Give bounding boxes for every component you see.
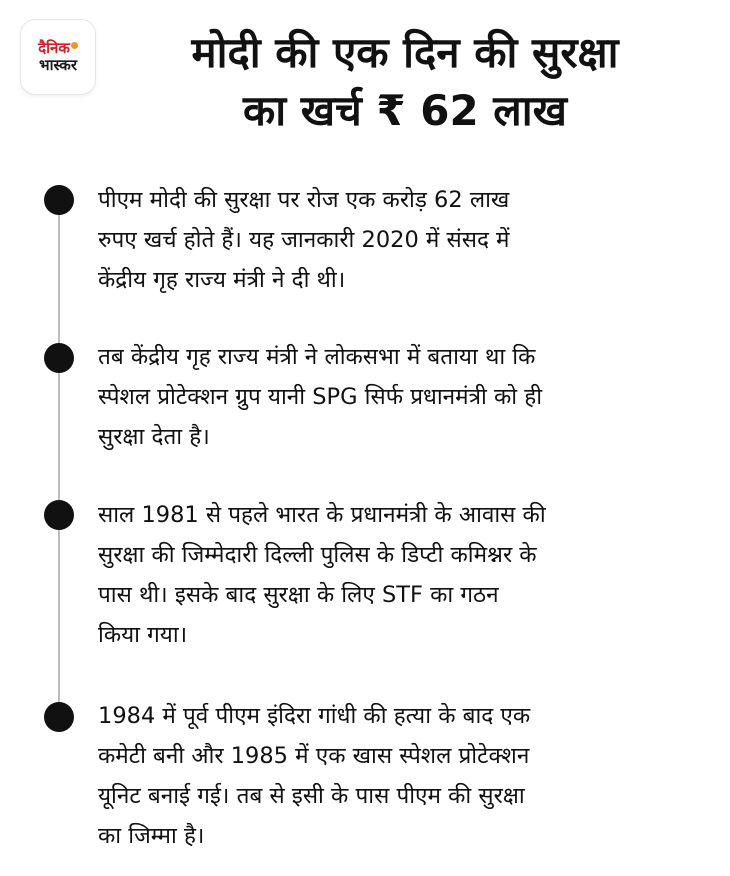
timeline-line (58, 200, 60, 720)
item-text (98, 337, 708, 457)
logo-sun-icon (71, 42, 78, 49)
text-line: साल 1981 से पहले भारत के प्रधानमंत्री के आवास की (98, 502, 546, 528)
bullet-dot-icon (44, 500, 74, 530)
text-line: का जिम्मा है। (98, 823, 205, 849)
text-line: तब केंद्रीय गृह राज्य मंत्री ने लोकसभा में बताया था कि (98, 344, 536, 370)
logo-line-1: दैनिक (38, 39, 70, 57)
title-line-2: का खर्च ₹ 62 लाख (242, 86, 568, 135)
bullet-dot-icon (44, 702, 74, 732)
title-line-1: मोदी की एक दिन की सुरक्षा (191, 28, 619, 77)
text-line: 1984 में पूर्व पीएम इंदिरा गांधी की हत्या के बाद एक (98, 703, 531, 729)
bullet-dot-icon (44, 185, 74, 215)
logo-line-2: भास्कर (39, 56, 77, 74)
text-line: सुरक्षा की जिम्मेदारी दिल्ली पुलिस के डिप्टी कमिश्नर के (98, 542, 537, 568)
page-title (110, 24, 700, 140)
text-line: स्पेशल प्रोटेक्शन ग्रुप यानी SPG सिर्फ प्रधानमंत्री को ही (98, 384, 543, 410)
dainik-bhaskar-logo (21, 20, 95, 94)
text-line: यूनिट बनाई गई। तब से इसी के पास पीएम की सुरक्षा (98, 783, 525, 809)
text-line: पीएम मोदी की सुरक्षा पर रोज एक करोड़ 62 लाख (98, 187, 510, 213)
text-line: किया गया। (98, 622, 188, 648)
text-line: केंद्रीय गृह राज्य मंत्री ने दी थी। (98, 267, 346, 293)
text-line: रुपए खर्च होते हैं। यह जानकारी 2020 में संसद में (98, 227, 510, 253)
item-text (98, 696, 708, 856)
text-line: पास थी। इसके बाद सुरक्षा के लिए STF का गठन (98, 582, 499, 608)
text-line: सुरक्षा देता है। (98, 424, 210, 450)
bullet-dot-icon (44, 343, 74, 373)
text-line: कमेटी बनी और 1985 में एक खास स्पेशल प्रोटेक्शन (98, 743, 530, 769)
item-text (98, 180, 708, 300)
item-text (98, 495, 708, 655)
